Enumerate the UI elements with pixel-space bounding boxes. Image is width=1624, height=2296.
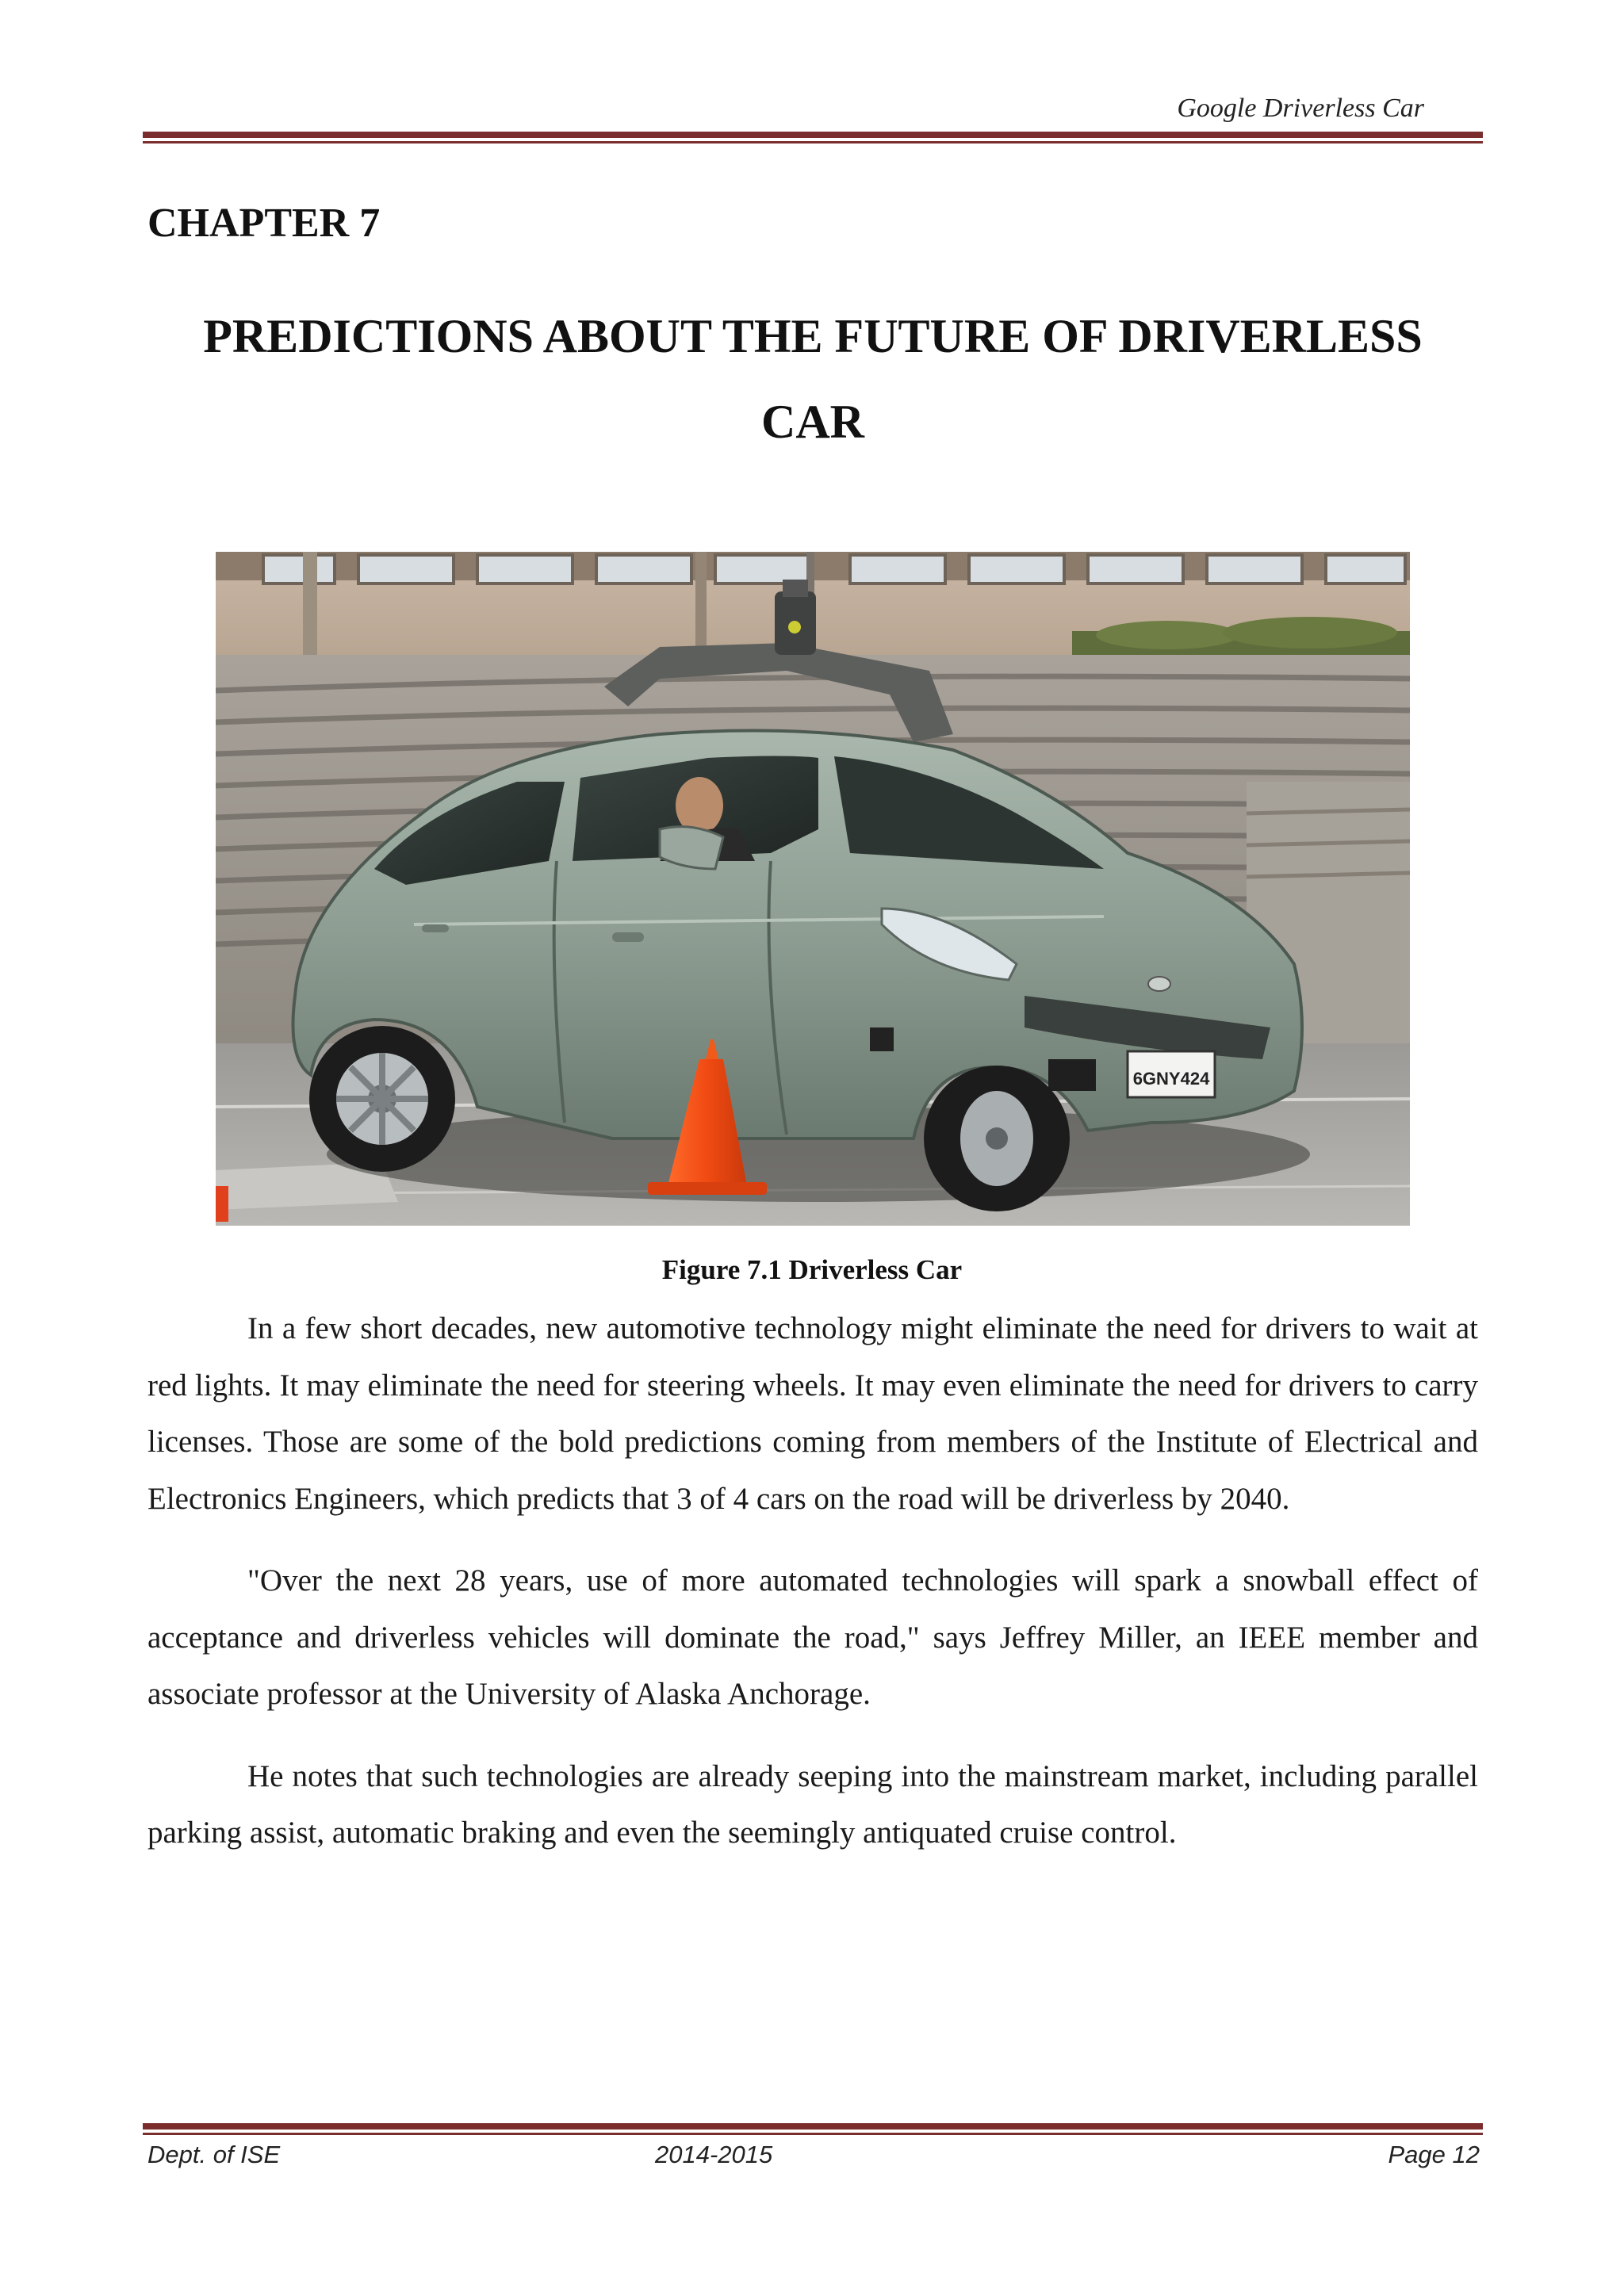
header-rule-thick <box>143 132 1483 138</box>
footer-page-number: Page 12 <box>1388 2141 1480 2168</box>
footer-rule-thin <box>143 2133 1483 2135</box>
paragraph-1: In a few short decades, new automotive technology might eliminate the need for drivers to wait at red lights. It may eliminate the need for steering wheels. It may even eliminate the need for drivers to carry licenses. Those are some of the bold predictions coming from members of the Institute of Electrical and Electronics Engineers, which predicts that 3 of 4 cars on the road will be driverless by 2040. <box>147 1311 1478 1516</box>
header-rule-thin <box>143 141 1483 144</box>
footer-rule-thick <box>143 2123 1483 2130</box>
figure-caption: Figure 7.1 Driverless Car <box>661 1254 963 1285</box>
running-header-title: Google Driverless Car <box>1177 94 1424 123</box>
license-plate-text: 6GNY424 <box>1132 1069 1210 1089</box>
body-text <box>147 1300 1478 1887</box>
chapter-label: CHAPTER 7 <box>147 201 381 246</box>
rear-wheel <box>309 1026 455 1172</box>
paragraph-2: "Over the next 28 years, use of more automated technologies will spark a snowball effect of acceptance and driverless vehicles will dominate the road," says Jeffrey Miller, an IEEE member and associate professor at the University of Alaska Anchorage. <box>147 1563 1478 1711</box>
car-photo-illustration <box>216 552 1410 1226</box>
figure-driverless-car-photo <box>216 552 1410 1226</box>
front-wheel <box>924 1066 1070 1211</box>
chapter-title: PREDICTIONS ABOUT THE FUTURE OF DRIVERLESS CAR <box>203 310 1423 448</box>
page-footer <box>147 2141 1480 2172</box>
paragraph-3: He notes that such technologies are already seeping into the mainstream market, including parallel parking assist, automatic braking and even the seemingly antiquated cruise control. <box>147 1758 1478 1850</box>
footer-department: Dept. of ISE <box>147 2141 281 2168</box>
footer-academic-year: 2014-2015 <box>655 2141 773 2168</box>
